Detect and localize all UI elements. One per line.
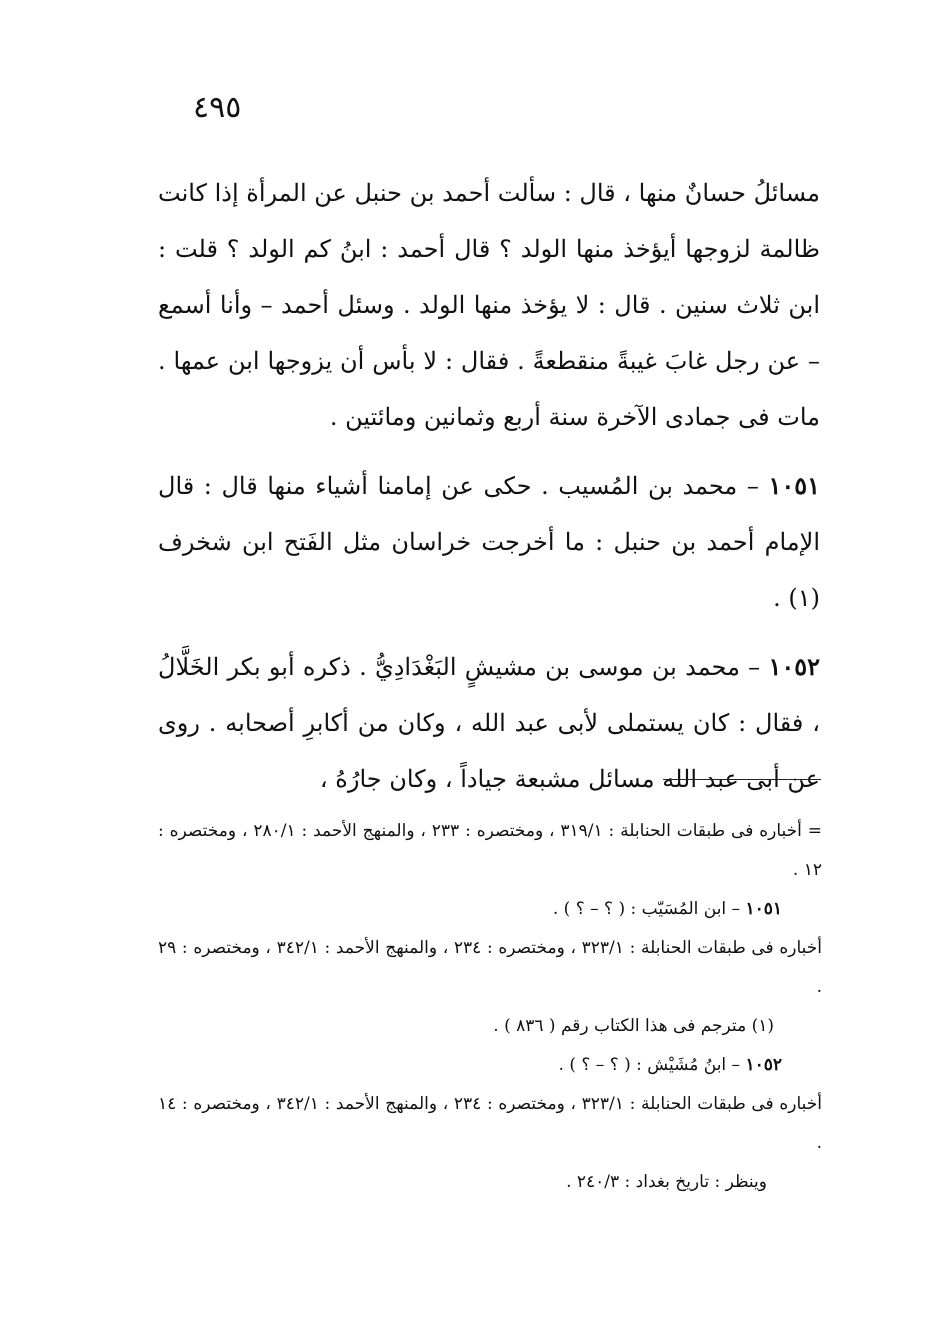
footnote-heading-text: – ابن المُسَيّب : ( ؟ – ؟ ) . <box>552 899 741 919</box>
footnote-1052-heading <box>158 1046 822 1085</box>
footnote-heading-text: – ابنُ مُشَيْش : ( ؟ – ؟ ) . <box>558 1055 741 1075</box>
entry-text: – محمد بن المُسيب . حكى عن إمامنا أشياء منها قال : قال الإمام أحمد بن حنبل : ما أخرجت خراسان مثل الفَتح ابن شخرف (١) . <box>158 472 820 612</box>
main-text <box>158 165 820 820</box>
footnote-1051-heading <box>158 890 822 929</box>
entry-number: ١٠٥٢ <box>768 652 820 681</box>
footnotes <box>158 812 822 1202</box>
intro-paragraph: مسائلُ حسانٌ منها ، قال : سألت أحمد بن حنبل عن المرأة إذا كانت ظالمة لزوجها أيؤخذ منها الولد ؟ قال أحمد : ابنُ كم الولد ؟ قلت : ابن ثلاث سنين . قال : لا يؤخذ منها الولد . وسئل أحمد – وأنا أسمع – عن رجل غابَ غيبةً منقطعةً . فقال : لا بأس أن يزوجها ابن عمها . مات فى جمادى الآخرة سنة أربع وثمانين ومائتين . <box>158 179 820 431</box>
footnote-1052-see-also: وينظر : تاريخ بغداد : ٢٤٠/٣ . <box>566 1172 767 1192</box>
footnote-1051-sources: أخباره فى طبقات الحنابلة : ٣٢٣/١ ، ومختصره : ٢٣٤ ، والمنهج الأحمد : ٣٤٢/١ ، ومختصره : ٢٩ . <box>158 938 822 997</box>
page-number: ٤٩٥ <box>193 90 242 125</box>
footnote-number: ١٠٥١ <box>745 899 782 919</box>
footnote-1: (١) مترجم فى هذا الكتاب رقم ( ٨٣٦ ) . <box>493 1016 774 1036</box>
footnote-divider <box>663 779 821 780</box>
entry-number: ١٠٥١ <box>768 471 820 500</box>
footnote-1052-sources: أخباره فى طبقات الحنابلة : ٣٢٣/١ ، ومختصره : ٢٣٤ ، والمنهج الأحمد : ٣٤٢/١ ، ومختصره : ١٤ . <box>158 1094 822 1153</box>
footnote-number: ١٠٥٢ <box>745 1055 782 1075</box>
footnote-continuation: = أخباره فى طبقات الحنابلة : ٣١٩/١ ، ومختصره : ٢٣٣ ، والمنهج الأحمد : ٢٨٠/١ ، ومختصره : ١٢ . <box>158 821 823 880</box>
entry-1052 <box>158 639 820 807</box>
entry-1051 <box>158 458 820 626</box>
entry-text: – محمد بن موسى بن مشيشٍ البَغْدَادِيُّ . ذكره أبو بكر الخَلَّالُ ، فقال : كان يستملى لأبى عبد الله ، وكان من أكابرِ أصحابه . روى عن أبى عبد الله مسائل مشبعة جياداً ، وكان جارُهُ ، <box>158 653 820 793</box>
